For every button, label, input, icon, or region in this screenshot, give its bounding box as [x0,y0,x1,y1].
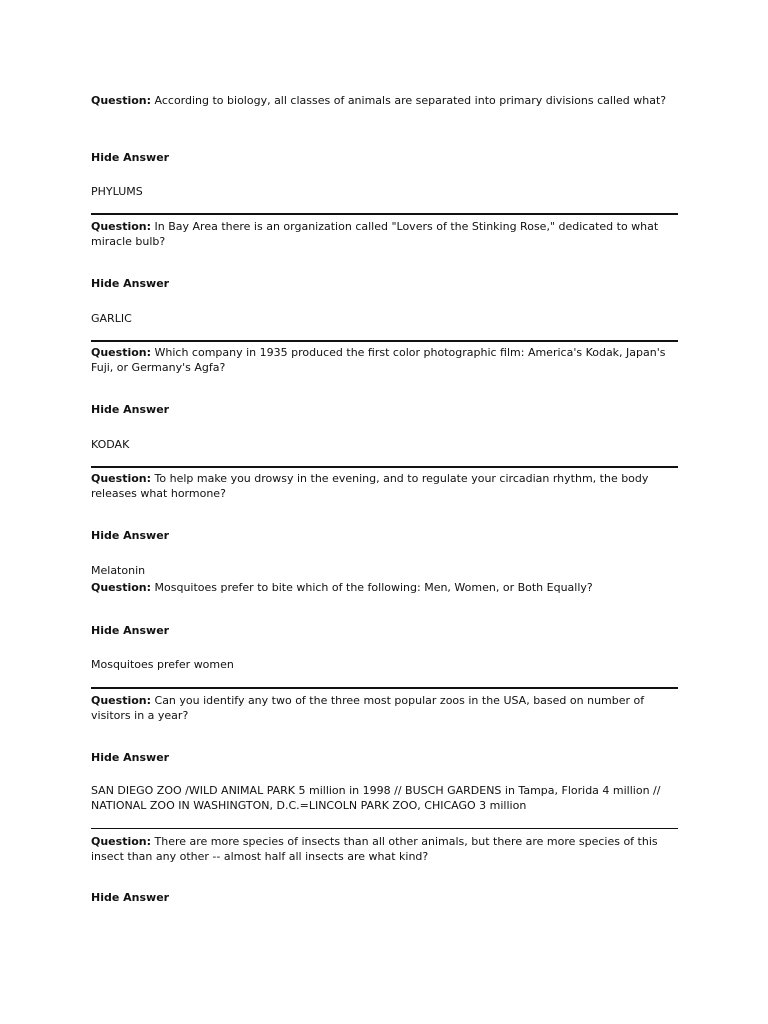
question-text [91,471,678,501]
question-label: Question: [91,581,152,594]
divider [91,687,678,689]
question-label: Question: [91,94,152,107]
answer-text: KODAK [91,438,130,451]
question-body: Mosquitoes prefer to bite which of the following: Men, Women, or Both Equally? [154,581,593,594]
question-text [91,834,678,864]
question-body: Can you identify any two of the three most popular zoos in the USA, based on number of visitors in a year? [91,694,645,722]
divider [91,466,678,468]
question-label: Question: [91,835,152,848]
question-body: In Bay Area there is an organization called "Lovers of the Stinking Rose," dedicated to what miracle bulb? [91,220,659,248]
hide-answer-link[interactable]: Hide Answer [91,624,170,637]
question-body: To help make you drowsy in the evening, and to regulate your circadian rhythm, the body releases what hormone? [91,472,649,500]
question-text [91,219,678,249]
answer-text: Mosquitoes prefer women [91,658,234,671]
hide-answer-link[interactable]: Hide Answer [91,277,170,290]
question-body: There are more species of insects than all other animals, but there are more species of this insect than any other -- almost half all insects are what kind? [91,835,658,863]
answer-text: PHYLUMS [91,185,143,198]
question-text [91,93,678,108]
question-body: Which company in 1935 produced the first color photographic film: America's Kodak, Japan's Fuji, or Germany's Agfa? [91,346,666,374]
question-text [91,693,678,723]
answer-text: Melatonin [91,564,146,577]
divider [91,828,678,829]
hide-answer-link[interactable]: Hide Answer [91,403,170,416]
question-label: Question: [91,472,152,485]
answer-text: SAN DIEGO ZOO /WILD ANIMAL PARK 5 million in 1998 // BUSCH GARDENS in Tampa, Florida 4 million // NATIONAL ZOO IN WASHINGTON, D.C.=LINCOLN PARK ZOO, CHICAGO 3 million [91,784,661,812]
hide-answer-link[interactable]: Hide Answer [91,891,170,904]
question-label: Question: [91,220,152,233]
hide-answer-link[interactable]: Hide Answer [91,529,170,542]
question-body: According to biology, all classes of animals are separated into primary divisions called what? [154,94,667,107]
question-text [91,580,678,595]
hide-answer-link[interactable]: Hide Answer [91,151,170,164]
divider [91,340,678,342]
question-label: Question: [91,346,152,359]
divider [91,213,678,215]
hide-answer-link[interactable]: Hide Answer [91,751,170,764]
answer-text: GARLIC [91,312,132,325]
question-label: Question: [91,694,152,707]
question-text [91,345,678,375]
